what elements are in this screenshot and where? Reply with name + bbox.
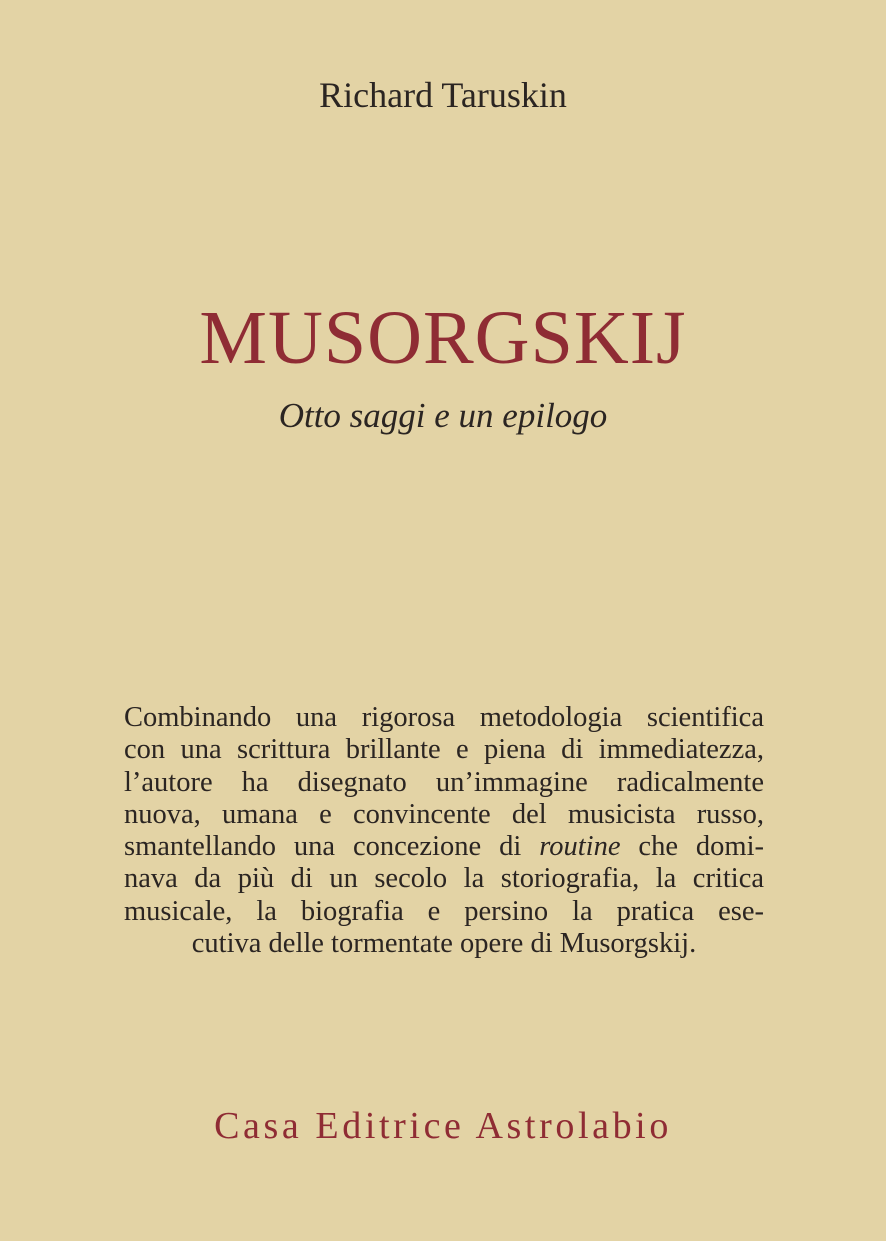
blurb-text: smantellando una concezione di (124, 831, 540, 863)
author-name: Richard Taruskin (319, 75, 567, 115)
blurb-text: che domi- (620, 831, 764, 863)
blurb-italic-word: routine (539, 831, 621, 863)
blurb-line: l’autore ha disegnato un’immagine radicalmente (124, 766, 764, 798)
blurb-line (124, 831, 764, 863)
blurb-line: Combinando una rigorosa metodologia scientifica (124, 702, 764, 733)
cover-blurb (124, 702, 764, 960)
blurb-line: nuova, umana e convincente del musicista russo, (124, 798, 764, 830)
blurb-line: musicale, la biografia e persino la pratica ese- (124, 895, 764, 927)
book-subtitle: Otto saggi e un epilogo (278, 396, 608, 435)
blurb-line: con una scrittura brillante e piena di immediatezza, (124, 734, 764, 766)
publisher-name: Casa Editrice Astrolabio (214, 1105, 672, 1147)
blurb-line-last: cutiva delle tormentate opere di Musorgskij. (191, 928, 697, 960)
blurb-line: nava da più di un secolo la storiografia, la critica (124, 863, 764, 895)
book-title: MUSORGSKIJ (199, 296, 687, 380)
